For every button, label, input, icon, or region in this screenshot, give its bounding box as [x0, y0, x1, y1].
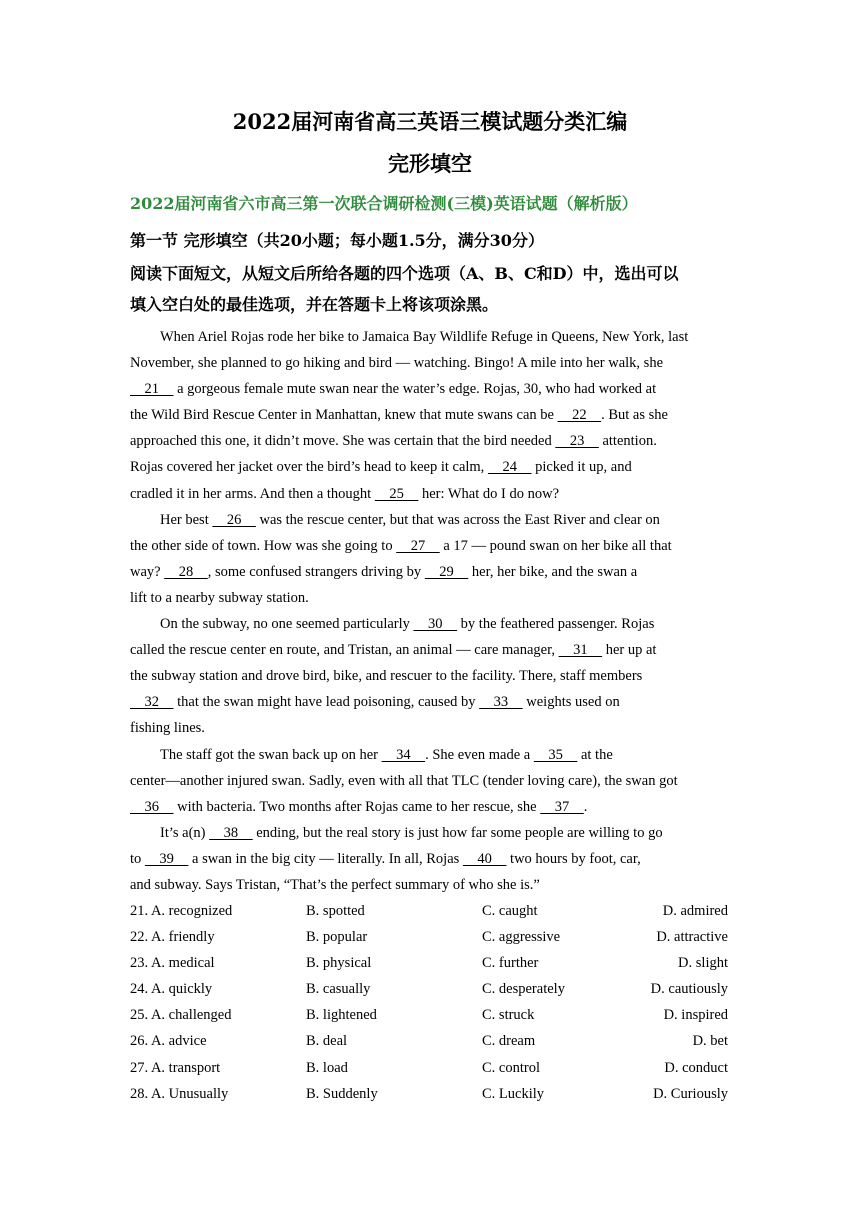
option-b: B. load: [306, 1059, 348, 1076]
option-c: C. desperately: [482, 981, 565, 998]
blank-24: 24: [487, 459, 532, 476]
blank-36: 36: [130, 798, 174, 815]
passage-line: When Ariel Rojas rode her bike to Jamaica Bay Wildlife Refuge in Queens, New York, last: [160, 329, 689, 345]
blank-30: 30: [413, 616, 458, 633]
passage-line: On the subway, no one seemed particularly 30 by the feathered passenger. Rojas: [130, 611, 730, 637]
question-options-22: [130, 924, 730, 950]
blank-28: 28: [164, 563, 208, 580]
option-c: C. caught: [482, 903, 538, 919]
option-b: B. physical: [306, 955, 372, 972]
passage-line: November, she planned to go hiking and bird — watching. Bingo! A mile into her walk, she: [130, 355, 664, 372]
question-options-21: [130, 898, 730, 924]
exam-source-heading: 2022届河南省六市高三第一次联合调研检测(三模)英语试题（解析版）: [130, 194, 638, 213]
question-options-26: [130, 1028, 730, 1054]
option-d: D. inspired: [663, 1007, 728, 1024]
option-b: B. Suddenly: [306, 1085, 378, 1102]
passage-line: fishing lines.: [130, 720, 205, 737]
blank-25: 25: [374, 485, 419, 502]
passage-line: approached this one, it didn’t move. She was certain that the bird needed 23 attention.: [130, 428, 730, 454]
blank-35: 35: [533, 746, 578, 763]
question-options-27: [130, 1055, 730, 1081]
cloze-passage: [130, 324, 730, 898]
document-subtitle: 完形填空: [388, 151, 472, 176]
passage-line: to 39 a swan in the big city — literally. In all, Rojas 40 two hours by foot, car,: [130, 846, 730, 872]
passage-line: lift to a nearby subway station.: [130, 589, 309, 606]
passage-line: and subway. Says Tristan, “That’s the perfect summary of who she is.”: [130, 876, 540, 893]
blank-37: 37: [540, 798, 584, 815]
question-options-28: [130, 1081, 730, 1107]
question-options-23: [130, 950, 730, 976]
blank-32: 32: [130, 694, 174, 711]
passage-line: It’s a(n) 38 ending, but the real story is just how far some people are willing to go: [130, 820, 730, 846]
blank-23: 23: [555, 433, 599, 450]
option-a: 27. A. transport: [130, 1059, 221, 1076]
option-c: C. Luckily: [482, 1085, 545, 1102]
passage-line: way? 28 , some confused strangers driving by 29 her, her bike, and the swan a: [130, 559, 730, 585]
passage-line: 32 that the swan might have lead poisoning, caused by 33 weights used on: [130, 689, 730, 715]
passage-line: called the rescue center en route, and Tristan, an animal — care manager, 31 her up at: [130, 637, 730, 663]
option-c: C. control: [482, 1059, 540, 1076]
blank-22: 22: [557, 407, 602, 424]
blank-40: 40: [462, 850, 507, 867]
option-a: 22. A. friendly: [130, 929, 215, 946]
passage-line: the Wild Bird Rescue Center in Manhattan, knew that mute swans can be 22 . But as she: [130, 402, 730, 428]
option-c: C. struck: [482, 1007, 535, 1024]
blank-34: 34: [381, 746, 426, 763]
option-d: D. conduct: [664, 1059, 728, 1076]
document-title: 2022届河南省高三英语三模试题分类汇编: [232, 109, 628, 134]
instruction-line-1: 阅读下面短文，从短文后所给各题的四个选项（A、B、C和D）中，选出可以: [130, 264, 679, 283]
option-a: 26. A. advice: [130, 1033, 207, 1050]
instruction-line-2: 填入空白处的最佳选项，并在答题卡上将该项涂黑。: [130, 295, 499, 314]
option-d: D. attractive: [656, 929, 728, 946]
blank-33: 33: [479, 694, 523, 711]
passage-line: Rojas covered her jacket over the bird’s head to keep it calm, 24 picked it up, and: [130, 454, 730, 480]
option-a: 28. A. Unusually: [130, 1085, 229, 1102]
option-a: 21. A. recognized: [130, 903, 233, 919]
option-d: D. admired: [662, 903, 728, 919]
option-d: D. bet: [692, 1033, 728, 1050]
passage-line: 36 with bacteria. Two months after Rojas came to her rescue, she 37 .: [130, 794, 730, 820]
option-a: 23. A. medical: [130, 955, 215, 972]
passage-line: 21 a gorgeous female mute swan near the water’s edge. Rojas, 30, who had worked at: [130, 376, 730, 402]
option-b: B. casually: [306, 981, 371, 998]
passage-line: cradled it in her arms. And then a thought 25 her: What do I do now?: [130, 481, 730, 507]
option-b: B. spotted: [306, 903, 365, 919]
option-d: D. slight: [678, 955, 728, 972]
option-a: 25. A. challenged: [130, 1007, 232, 1024]
blank-21: 21: [130, 381, 174, 398]
option-d: D. Curiously: [653, 1085, 728, 1102]
option-c: C. further: [482, 955, 539, 972]
passage-line: center—another injured swan. Sadly, even with all that TLC (tender loving care), the swan got: [130, 772, 678, 789]
option-b: B. lightened: [306, 1007, 377, 1024]
option-b: B. deal: [306, 1033, 348, 1050]
blank-27: 27: [396, 537, 440, 554]
option-c: C. aggressive: [482, 929, 561, 946]
blank-29: 29: [424, 563, 469, 580]
passage-line: the other side of town. How was she going to 27 a 17 — pound swan on her bike all that: [130, 533, 730, 559]
answer-options: [130, 898, 730, 1107]
option-b: B. popular: [306, 929, 368, 946]
passage-line: Her best 26 was the rescue center, but that was across the East River and clear on: [130, 507, 730, 533]
passage-line: the subway station and drove bird, bike, and rescuer to the facility. There, staff members: [130, 668, 643, 685]
blank-39: 39: [144, 850, 189, 867]
section-heading: 第一节 完形填空（共20小题；每小题1.5分，满分30分）: [130, 231, 544, 250]
option-d: D. cautiously: [650, 981, 728, 998]
option-c: C. dream: [482, 1033, 536, 1050]
option-a: 24. A. quickly: [130, 981, 213, 998]
question-options-24: [130, 976, 730, 1002]
blank-26: 26: [212, 511, 256, 528]
question-options-25: [130, 1002, 730, 1028]
passage-line: The staff got the swan back up on her 34 . She even made a 35 at the: [130, 742, 730, 768]
blank-31: 31: [558, 642, 603, 659]
blank-38: 38: [209, 824, 253, 841]
